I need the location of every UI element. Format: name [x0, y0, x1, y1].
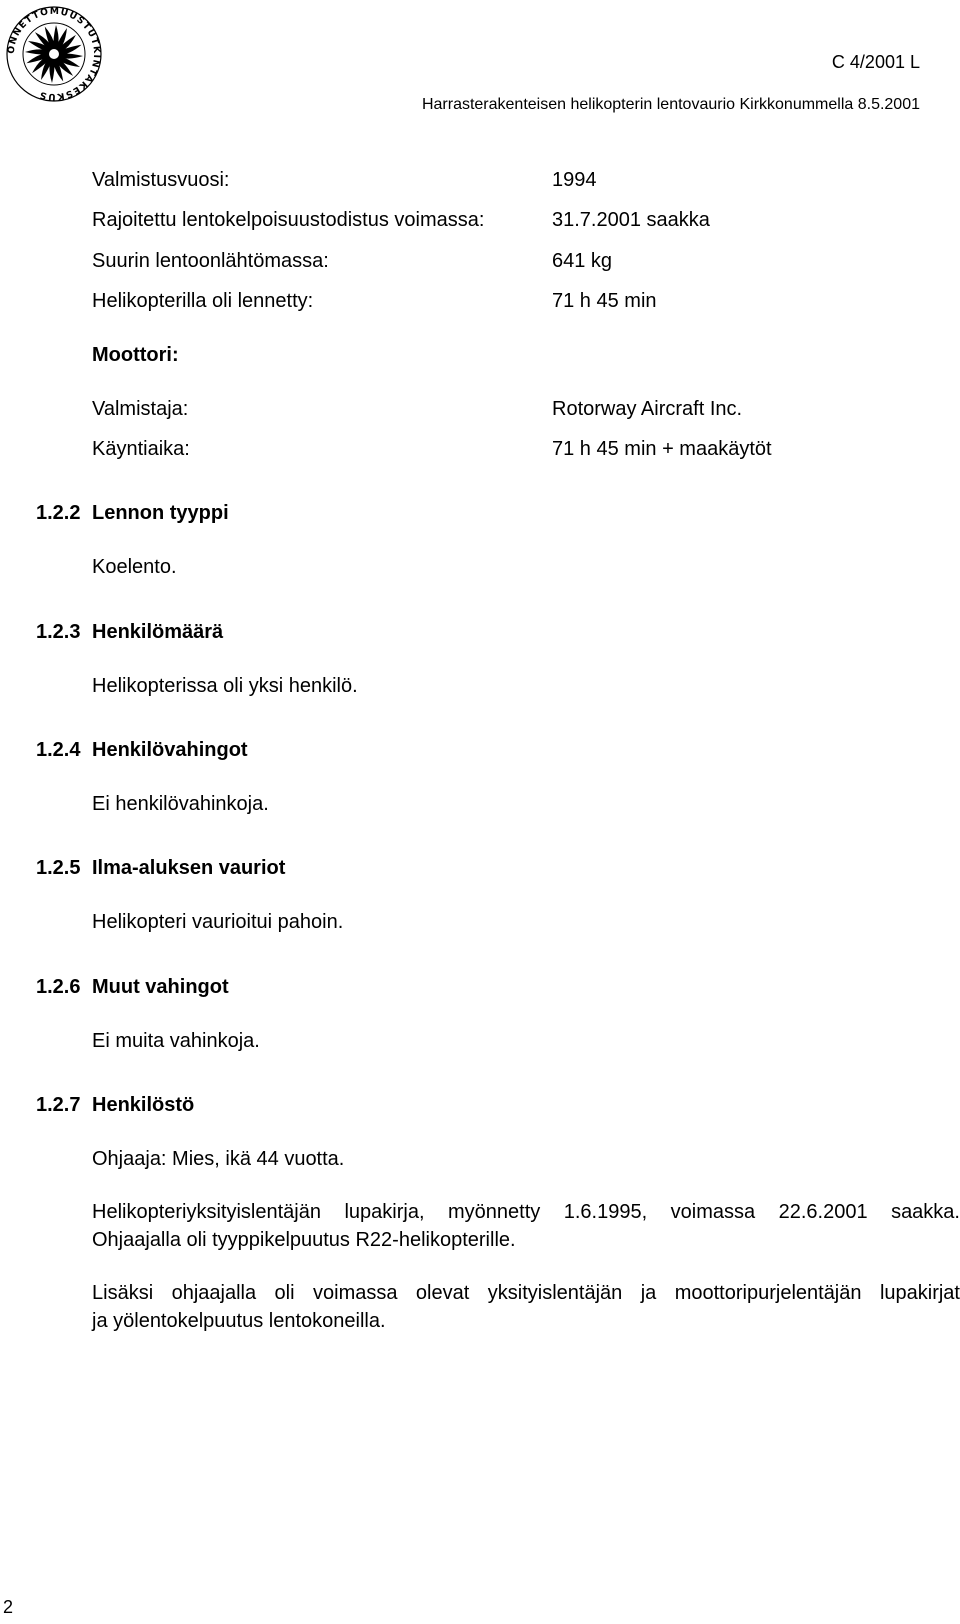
mtow-value: 641 kg	[552, 250, 613, 272]
section-text: Ei henkilövahinkoja.	[92, 793, 269, 815]
additional-licenses-line: Lisäksi ohjaajalla oli voimassa olevat yksityislentäjän ja moottoripurjelentäjän lupakirjat	[92, 1282, 960, 1304]
airworthiness-label: Rajoitettu lentokelpoisuustodistus voimassa:	[92, 209, 485, 231]
license-paragraph	[92, 1198, 960, 1254]
engine-heading: Moottori:	[92, 344, 179, 366]
section-heading: Henkilövahingot	[92, 739, 248, 761]
report-title: Harrasterakenteisen helikopterin lentovaurio Kirkkonummella 8.5.2001	[421, 96, 920, 113]
agency-seal-icon	[4, 4, 104, 104]
year-label: Valmistusvuosi:	[92, 169, 230, 191]
night-rating-line: ja yölentokelpuutus lentokoneilla.	[92, 1310, 386, 1332]
section-number: 1.2.4	[36, 739, 81, 761]
section-heading: Henkilömäärä	[92, 621, 224, 643]
report-id: C 4/2001 L	[831, 52, 920, 72]
page-number: 2	[3, 1597, 14, 1617]
agency-logo	[4, 4, 104, 104]
engine-manufacturer-value: Rotorway Aircraft Inc.	[552, 398, 743, 420]
flight-hours-value: 71 h 45 min	[552, 290, 657, 312]
section-text: Ohjaaja: Mies, ikä 44 vuotta.	[92, 1148, 345, 1170]
engine-manufacturer-label: Valmistaja:	[92, 398, 189, 420]
flight-hours-label: Helikopterilla oli lennetty:	[92, 290, 314, 312]
section-text: Ei muita vahinkoja.	[92, 1030, 260, 1052]
section-text: Helikopterissa oli yksi henkilö.	[92, 675, 358, 697]
section-number: 1.2.6	[36, 976, 81, 998]
section-text: Koelento.	[92, 556, 177, 578]
section-text: Helikopteri vaurioitui pahoin.	[92, 911, 344, 933]
section-number: 1.2.2	[36, 502, 81, 524]
section-number: 1.2.7	[36, 1094, 81, 1116]
section-heading: Henkilöstö	[92, 1094, 195, 1116]
logo-ring-text: ONNETTOMUUSTUTKINTAKESKUS	[5, 5, 103, 103]
engine-runtime-label: Käyntiaika:	[92, 438, 190, 460]
section-number: 1.2.3	[36, 621, 81, 643]
section-heading: Muut vahingot	[92, 976, 229, 998]
section-heading: Lennon tyyppi	[92, 502, 229, 524]
mtow-label: Suurin lentoonlähtömassa:	[92, 250, 329, 272]
section-heading: Ilma-aluksen vauriot	[92, 857, 286, 879]
license-line: Helikopteriyksityislentäjän lupakirja, myönnetty 1.6.1995, voimassa 22.6.2001 saakka.	[92, 1201, 960, 1223]
type-rating-line: Ohjaajalla oli tyyppikelpuutus R22-helikopterille.	[92, 1229, 516, 1251]
airworthiness-value: 31.7.2001 saakka	[552, 209, 710, 231]
engine-runtime-value: 71 h 45 min + maakäytöt	[552, 438, 772, 460]
additional-licenses-paragraph	[92, 1279, 960, 1335]
year-value: 1994	[552, 169, 597, 191]
section-number: 1.2.5	[36, 857, 81, 879]
